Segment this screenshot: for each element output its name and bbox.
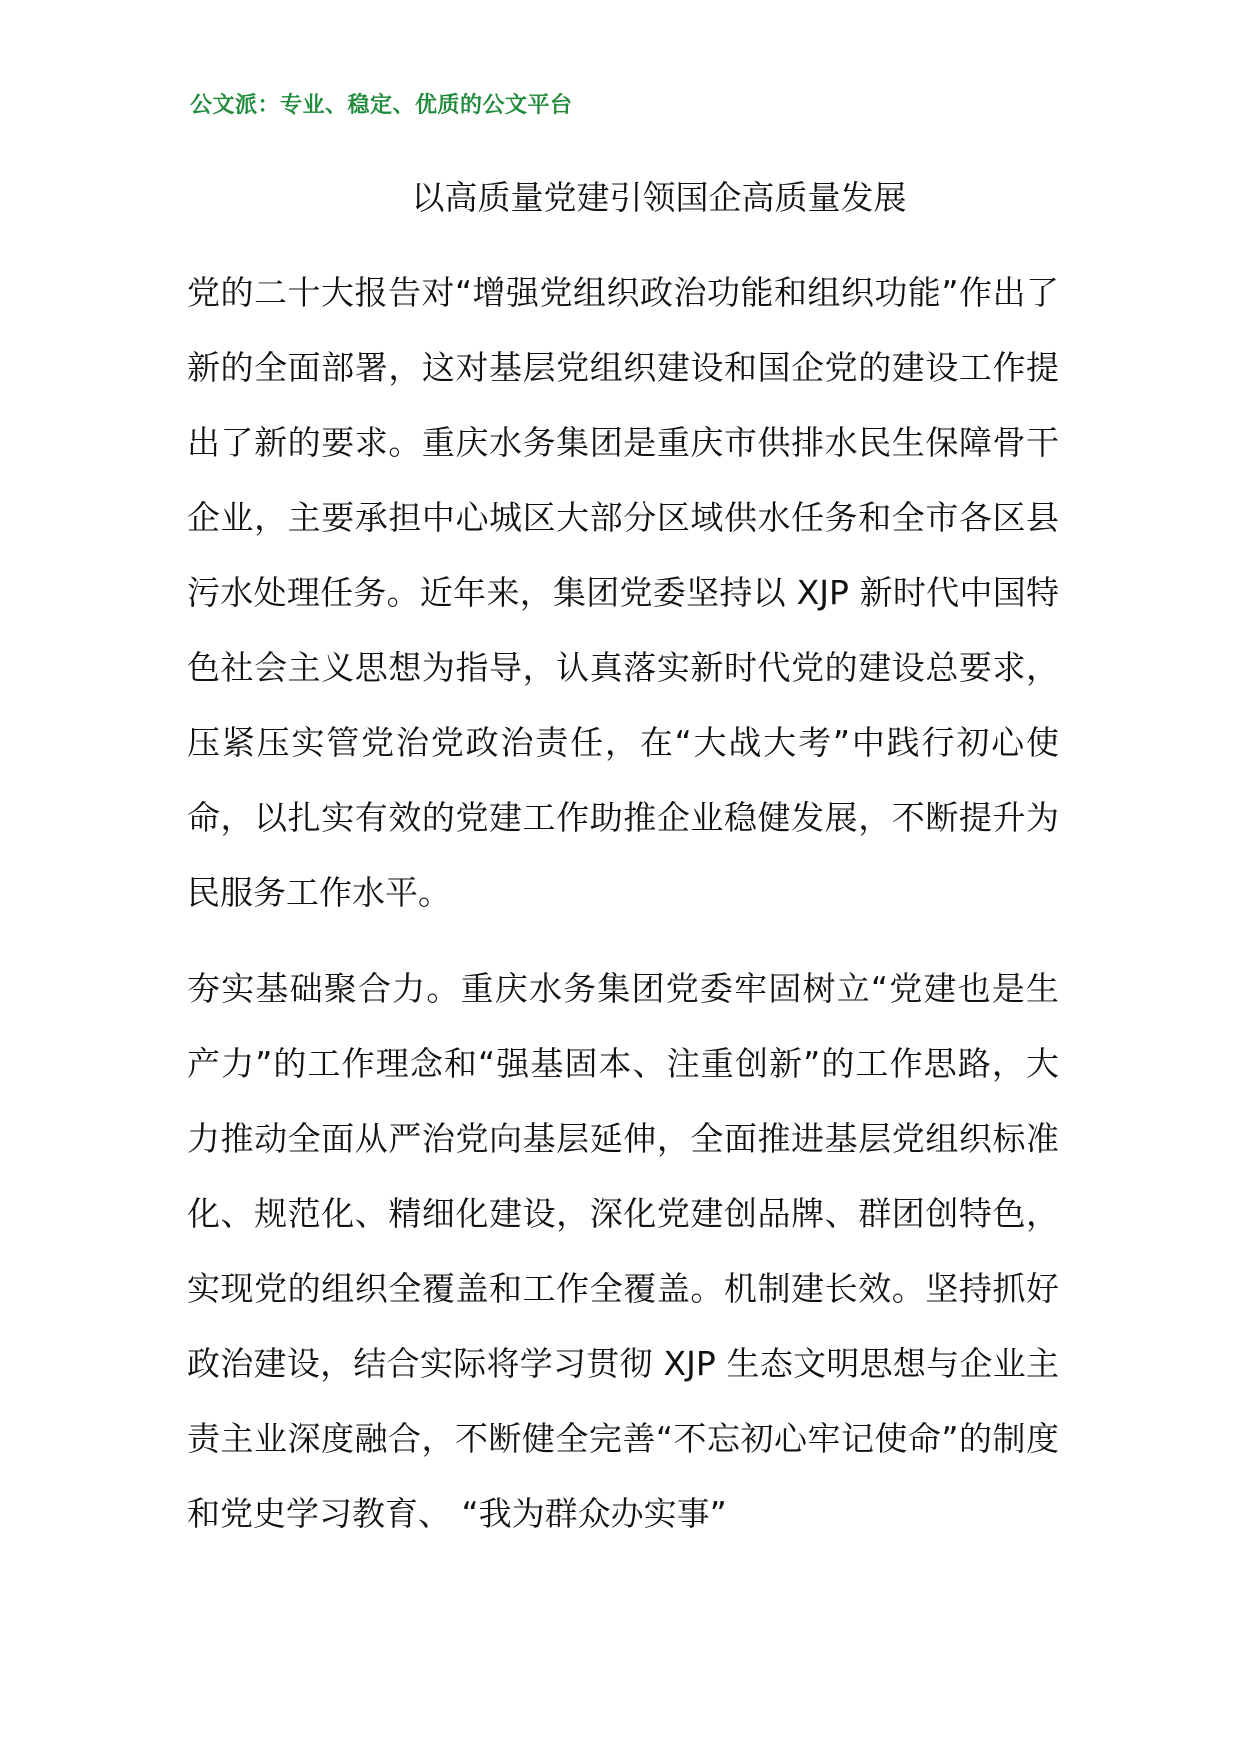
document-title: 以高质量党建引领国企高质量发展 xyxy=(411,178,907,217)
body-paragraph-2: 夯实基础聚合力。重庆水务集团党委牢固树立“党建也是生产力”的工作理念和“强基固本、注重创新”的工作思路，大力推动全面从严治党向基层延伸，全面推进基层党组织标准化、规范化、精细化建设，深化党建创品牌、群团创特色，实现党的组织全覆盖和工作全覆盖。机制建长效。坚持抓好政治建设，结合实际将学习贯彻 XJP 生态文明思想与企业主责主业深度融合，不断健全完善“不忘初心牢记使命”的制度和党史学习教育、 “我为群众办实事” xyxy=(187,969,1059,1533)
header-brand-text: 公文派：专业、稳定、优质的公文平台 xyxy=(190,93,573,118)
body-paragraph-1: 党的二十大报告对“增强党组织政治功能和组织功能”作出了新的全面部署，这对基层党组织建设和国企党的建设工作提出了新的要求。重庆水务集团是重庆市供排水民生保障骨干企业，主要承担中心城区大部分区域供水任务和全市各区县污水处理任务。近年来，集团党委坚持以 XJP 新时代中国特色社会主义思想为指导，认真落实新时代党的建设总要求，压紧压实管党治党政治责任，在“大战大考”中践行初心使命，以扎实有效的党建工作助推企业稳健发展，不断提升为民服务工作水平。 xyxy=(187,273,1059,912)
